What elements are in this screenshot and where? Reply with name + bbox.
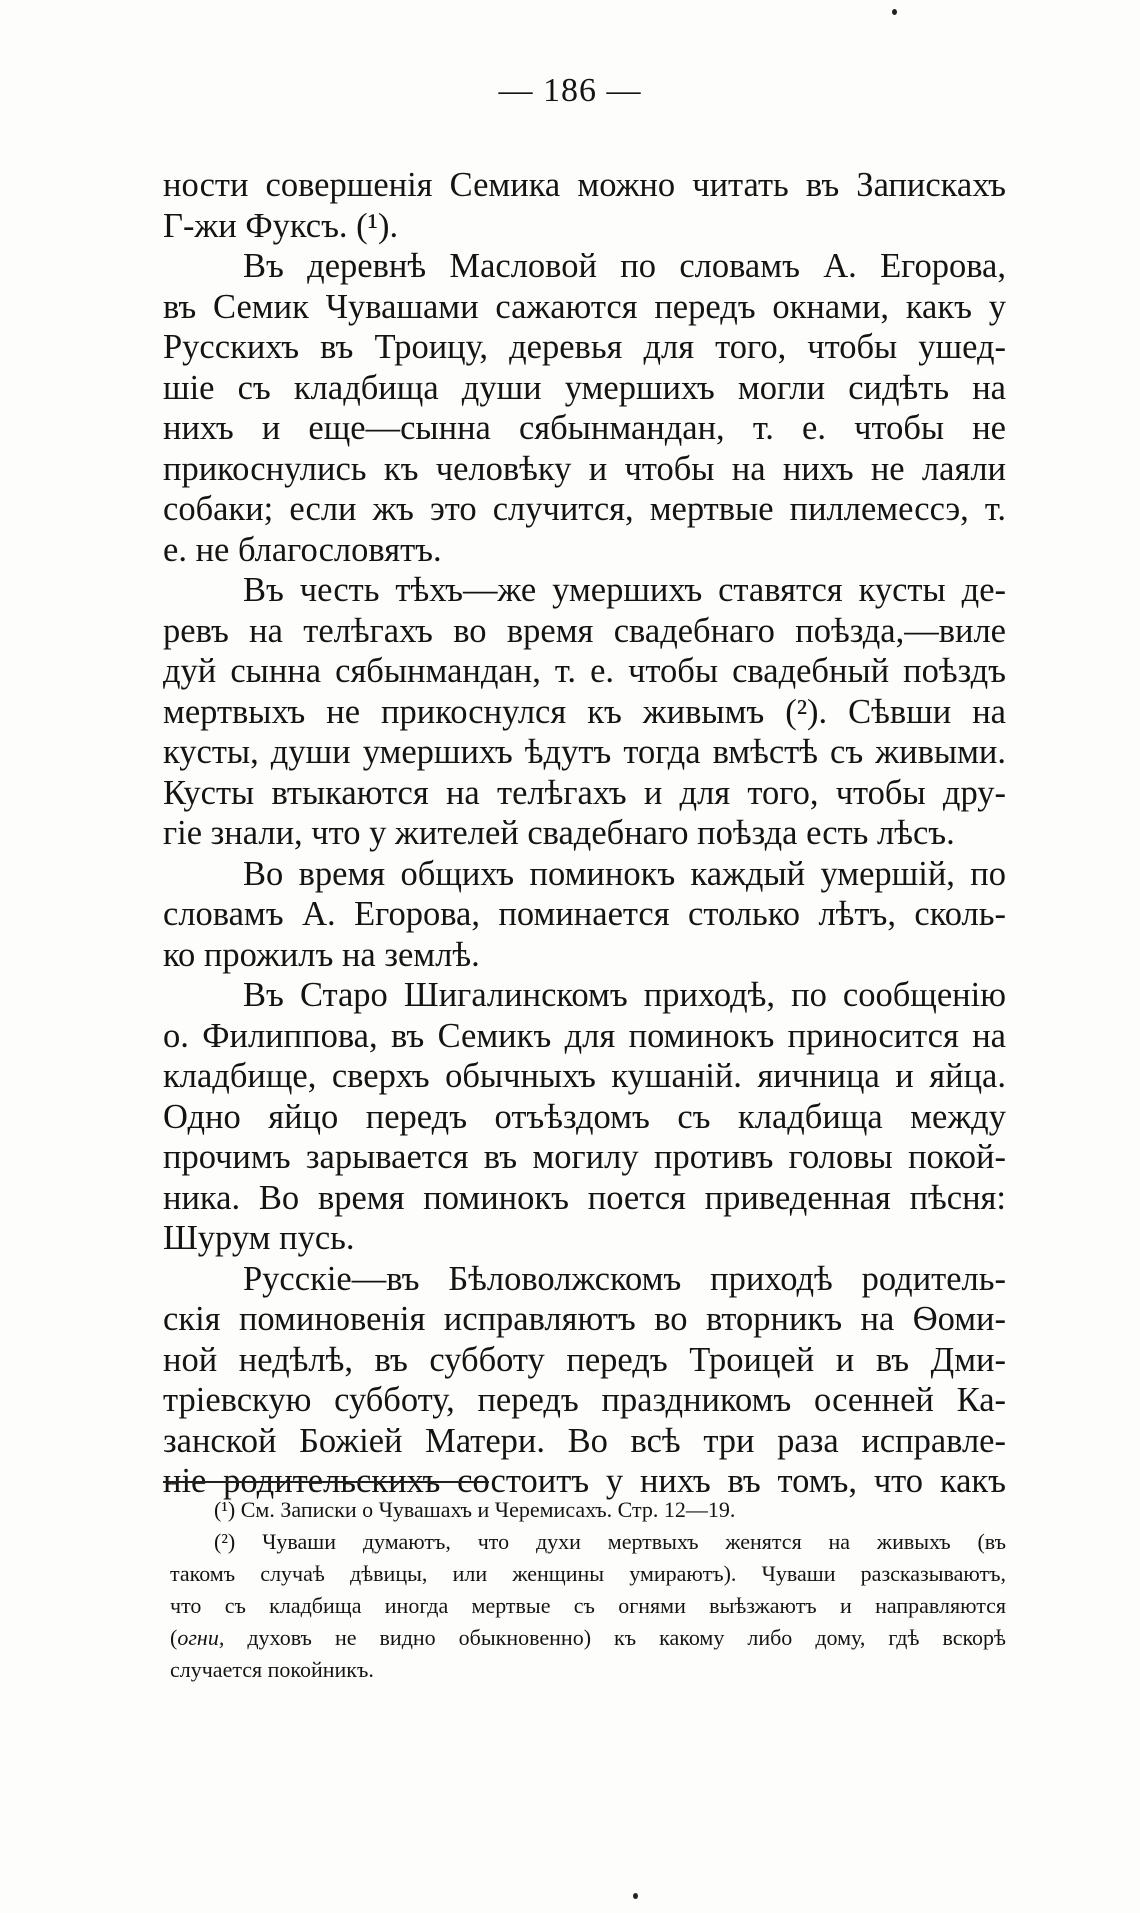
text-line: Русскихъ въ Троицу, деревья для того, чтобы ушед- xyxy=(163,328,1006,366)
text-line: Во время общихъ поминокъ каждый умершій, по xyxy=(243,854,1006,893)
footnote-line: такомъ случаѣ дѣвицы, или женщины умираютъ). Чуваши разсказываютъ, xyxy=(170,1561,1006,1586)
text-line: кладбище, сверхъ обычныхъ кушаній. яичница и яйца. xyxy=(163,1057,1006,1095)
print-speck xyxy=(633,1893,638,1899)
footnote-line: случается покойникъ. xyxy=(170,1657,374,1682)
text-line: Русскіе—въ Бѣловолжскомъ приходѣ родитель- xyxy=(243,1259,1006,1298)
text-line: собаки; если жъ это случится, мертвые пиллемессэ, т. xyxy=(163,490,1006,528)
text-line: ревъ на телѣгахъ во время свадебнаго поѣзда,—виле xyxy=(163,611,1006,650)
text-line: ной недѣлѣ, въ субботу передъ Троицей и въ Дми- xyxy=(163,1340,1006,1379)
text-line: прикоснулись къ человѣку и чтобы на нихъ не лаяли xyxy=(163,449,1006,488)
page-number: — 186 — xyxy=(498,72,642,109)
text-line: Въ честь тѣхъ—же умершихъ ставятся кусты де- xyxy=(243,571,1006,609)
text-line: Одно яйцо передъ отъѣздомъ съ кладбища между xyxy=(163,1097,1006,1136)
text-line: ніе родительскихъ состоитъ у нихъ въ томъ, что какъ xyxy=(163,1462,1006,1500)
footnotes xyxy=(170,1494,1006,1686)
text-line: нихъ и еще—сынна сябынмандан, т. е. чтобы не xyxy=(163,409,1006,447)
text-line: гіе знали, что у жителей свадебнаго поѣзда есть лѣсъ. xyxy=(163,814,955,852)
text-line: въ Семик Чувашами сажаются передъ окнами, какъ у xyxy=(163,287,1006,326)
footnote-line: (огни, духовъ не видно обыкновенно) къ какому либо дому, гдѣ вскорѣ xyxy=(170,1625,1006,1650)
text-line: мертвыхъ не прикоснулся къ живымъ (²). Сѣвши на xyxy=(163,692,1006,731)
text-line: словамъ А. Егорова, поминается столько лѣтъ, сколь- xyxy=(163,895,1006,933)
print-speck xyxy=(892,9,897,15)
text-line: ности совершенія Семика можно читать въ Запискахъ xyxy=(163,166,1006,204)
body-text xyxy=(163,165,1006,1502)
text-line: Г-жи Фуксъ. (¹). xyxy=(163,206,399,245)
text-line: Шурум пусь. xyxy=(163,1219,355,1257)
text-line: Въ деревнѣ Масловой по словамъ А. Егорова, xyxy=(243,247,1006,285)
text-line: занской Божіей Матери. Во всѣ три раза исправле- xyxy=(163,1421,1006,1460)
text-line: ко прожилъ на землѣ. xyxy=(163,935,480,974)
footnote-divider xyxy=(163,1481,489,1483)
text-line: ника. Во время поминокъ поется приведенная пѣсня: xyxy=(163,1178,1006,1217)
text-line: прочимъ зарывается въ могилу противъ головы покой- xyxy=(163,1138,1006,1176)
text-line: тріевскую субботу, передъ праздникомъ осенней Ка- xyxy=(163,1381,1006,1419)
text-line: кусты, души умершихъ ѣдутъ тогда вмѣстѣ съ живыми. xyxy=(163,733,1006,771)
text-line: Въ Старо Шигалинскомъ приходѣ, по сообщенію xyxy=(243,976,1006,1014)
text-line: о. Филиппова, въ Семикъ для поминокъ приносится на xyxy=(163,1016,1006,1055)
text-line: скія поминовенія исправляютъ во вторникъ на Ѳоми- xyxy=(163,1300,1006,1338)
text-line: шіе съ кладбища души умершихъ могли сидѣть на xyxy=(163,368,1006,407)
footnote-line: (¹) См. Записки о Чувашахъ и Черемисахъ. Стр. 12—19. xyxy=(214,1497,736,1522)
text-line: е. не благословятъ. xyxy=(163,530,442,569)
footnote-line: (²) Чуваши думаютъ, что духи мертвыхъ женятся на живыхъ (въ xyxy=(214,1529,1006,1554)
footnote-line: что съ кладбища иногда мертвые съ огнями выѣзжаютъ и направляются xyxy=(170,1593,1006,1618)
text-line: Кусты втыкаются на телѣгахъ и для того, чтобы дру- xyxy=(163,773,1006,812)
text-line: дуй сыннa сябынмандан, т. е. чтобы свадебный поѣздъ xyxy=(163,652,1006,690)
